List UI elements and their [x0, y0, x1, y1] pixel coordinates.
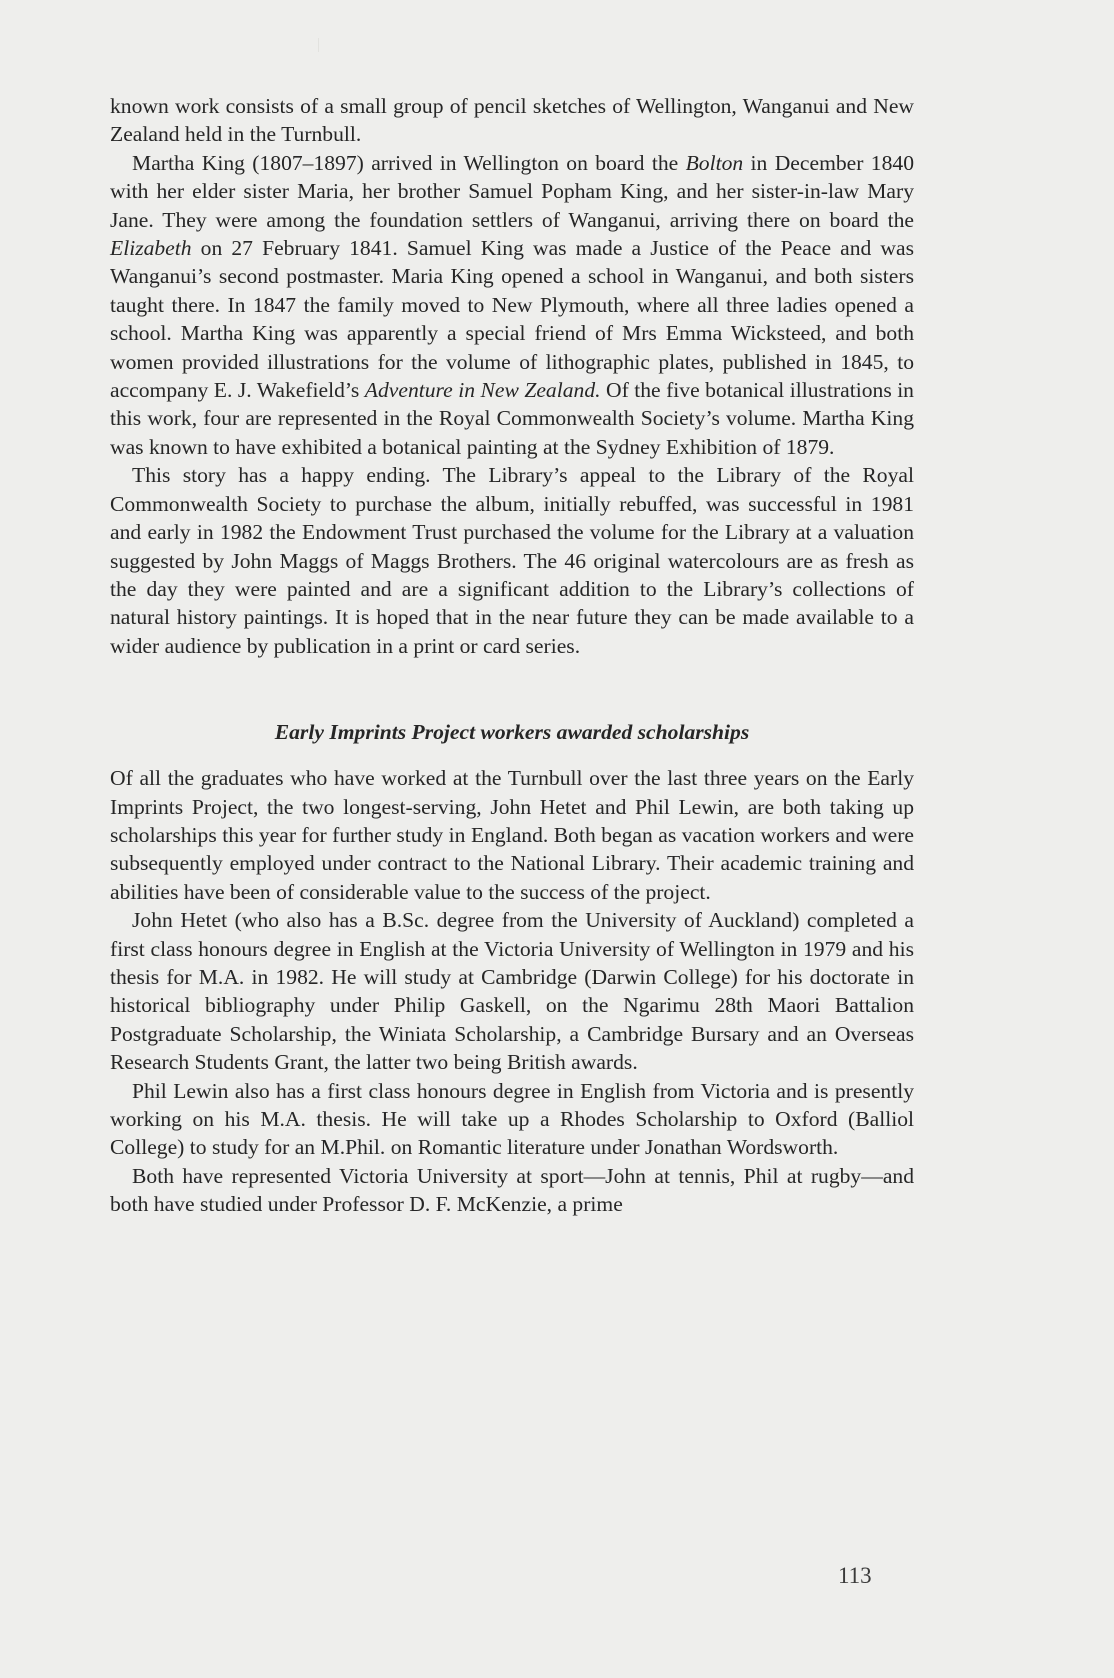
paragraph — [110, 764, 914, 906]
text-run: Both have represented Victoria University at sport—John at tennis, Phil at rugby—and both have studied under Professor D. F. McKenzie, a prime — [110, 1163, 914, 1217]
text-run: known work consists of a small group of pencil sketches of Wellington, Wanganui and New Zealand held in the Turnbull. — [110, 94, 914, 147]
section-paragraphs — [110, 764, 914, 1219]
text-run: This story has a happy ending. The Library’s appeal to the Library of the Royal Commonwealth Society to purchase the album, initially rebuffed, was successful in 1981 and early in 1982 the Endowment Trust purchased the volume for the Library at a valuation suggested by John Maggs of Maggs Brothers. The 46 original watercolours are as fresh as the day they were painted and are a significant addition to the Library’s collections of natural history paintings. It is hoped that in the near future they can be made available to a wider audience by publication in a print or card series. — [110, 463, 914, 658]
paragraph — [110, 1162, 914, 1219]
text-run: John Hetet (who also has a B.Sc. degree from the University of Auckland) completed a first class honours degree in English at the Victoria University of Wellington in 1979 and his thesis for M.A. in 1982. He will study at Cambridge (Darwin College) for his doctorate in historical bibliography under Philip Gaskell, on the Ngarimu 28th Maori Battalion Postgraduate Scholarship, the Winiata Scholarship, a Cambridge Bursary and an Overseas Research Students Grant, the latter two being British awards. — [110, 908, 914, 1075]
paragraph — [110, 149, 914, 461]
paragraph — [110, 461, 914, 660]
paragraph — [110, 92, 914, 149]
text-run: on 27 February 1841. Samuel King was made a Justice of the Peace and was Wanganui’s second postmaster. Maria King opened a school in Wanganui, and both sisters taught there. In 1847 the family moved to New Plymouth, where all three ladies opened a school. Martha King was apparently a special friend of Mrs Emma Wicksteed, and both women provided illustrations for the volume of lithographic plates, published in 1845, to accompany E. J. Wakefield’s — [110, 236, 914, 403]
text-run: Phil Lewin also has a first class honours degree in English from Victoria and is presently working on his M.A. thesis. He will take up a Rhodes Scholarship to Oxford (Balliol College) to study for an M.Phil. on Romantic literature under Jonathan Wordsworth. — [110, 1078, 914, 1160]
text-run: Of all the graduates who have worked at the Turnbull over the last three years on the Early Imprints Project, the two longest-serving, John Hetet and Phil Lewin, are both taking up scholarships this year for further study in England. Both began as vacation workers and were subsequently employed under contract to the National Library. Their academic training and abilities have been of considerable value to the success of the project. — [110, 766, 914, 904]
paragraph — [110, 1077, 914, 1162]
text-run: Of the five botanical illustrations in this work, four are represented in the Royal Commonwealth Society’s volume. Martha King was known to have exhibited a botanical painting at the Sydney Exhibition of 1879. — [110, 378, 914, 459]
paragraph — [110, 906, 914, 1076]
article-paragraphs — [110, 92, 914, 660]
body-text — [110, 92, 914, 1219]
page-number: 113 — [838, 1563, 872, 1588]
section-heading: Early Imprints Project workers awarded scholarships — [274, 720, 750, 745]
italic-title: Adventure in New Zealand. — [364, 378, 601, 403]
italic-title: Elizabeth — [110, 236, 192, 261]
text-run: in December 1840 with her elder sister Maria, her brother Samuel Popham King, and her sister-in-law Mary Jane. They were among the foundation settlers of Wanganui, arriving there on board the — [110, 150, 914, 232]
italic-title: Bolton — [685, 150, 744, 175]
text-run: Martha King (1807–1897) arrived in Wellington on board the — [132, 150, 686, 175]
show-through-mark — [318, 38, 325, 52]
